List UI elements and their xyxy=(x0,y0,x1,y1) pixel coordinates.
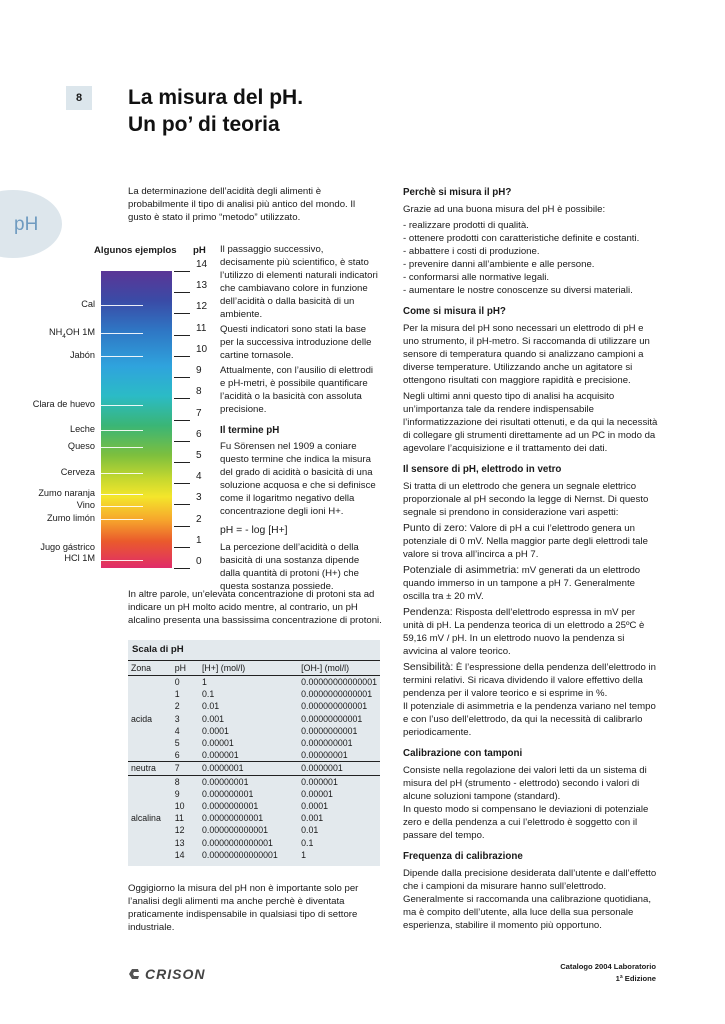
oh-concentration-cell: 0.00001 xyxy=(301,788,333,799)
reasons-list xyxy=(403,219,658,297)
ph-cell: 7 xyxy=(172,762,199,775)
logo-text: CRISON xyxy=(145,966,206,982)
ph-tick-label: 3 xyxy=(196,492,202,504)
ph-tick-label: 2 xyxy=(196,513,202,525)
side-tab-label: pH xyxy=(14,214,39,235)
h-concentration-cell: 0.000001 xyxy=(201,750,239,761)
paragraph xyxy=(403,522,658,561)
ph-tick-mark xyxy=(174,377,190,378)
ph-tick-mark xyxy=(174,526,190,527)
oh-concentration-cell: 0.0000000000001 xyxy=(301,689,373,700)
ph-cell: 13 xyxy=(174,837,185,848)
heading-frequency: Frequenza di calibrazione xyxy=(403,851,523,862)
table-row xyxy=(128,737,380,749)
sorensen-text: Fu Sörensen nel 1909 a coniare questo termine che indica la misura del grado di acidità o basicità di una soluzione acquosa e che si definisce come il logaritmo negativo della concentrazione degli ioni H+. xyxy=(220,441,376,517)
table-row xyxy=(128,824,380,836)
example-marker-line xyxy=(101,506,143,507)
def-asymmetry: mV generati da un elettrodo quando immerso in un tampone a pH 7. Generalmente oscilla tra ± 20 mV. xyxy=(403,565,641,602)
example-label: $NH_4OH$ 1M xyxy=(49,326,95,340)
ph-tick-mark xyxy=(174,462,190,463)
h-concentration-cell: 0.0000000000001 xyxy=(201,837,273,848)
scale-table-title: Scala di pH xyxy=(132,644,184,655)
example-label: Queso xyxy=(67,441,95,452)
ph-color-bar xyxy=(101,271,172,568)
ph-tick-mark xyxy=(174,271,190,272)
ph-tick-mark xyxy=(174,441,190,442)
ph-cell: 14 xyxy=(174,849,185,860)
table-row xyxy=(128,788,380,800)
example-marker-line xyxy=(101,305,143,306)
oh-concentration-cell: 0.0001 xyxy=(301,801,329,812)
h-concentration-cell: 0.01 xyxy=(201,701,220,712)
zone-cell xyxy=(128,788,172,800)
paragraph: Per la misura del pH sono necessari un elettrodo di pH e uno strumento, il pH-metro. Si raccomanda di utilizzare un sensore di temperatura quando si analizzano campioni a diverse temperature. Utilizzando anche un agitatore si ottengono risultati con maggiore rapidità e precisione. xyxy=(403,323,650,386)
paragraph xyxy=(403,564,658,603)
example-label: Zumo limón xyxy=(47,513,95,524)
list-item: - ottenere prodotti con caratteristiche definite e costanti. xyxy=(403,233,640,244)
paragraph: Questi indicatori sono stati la base per la successiva introduzione delle cartine tornasole. xyxy=(220,324,372,361)
paragraph: Il potenziale di asimmetria e la pendenza variano nel tempo e con l’uso dell’elettrodo, da qui la necessità di calibrarlo periodicamente. xyxy=(403,701,656,738)
ph-tick-mark xyxy=(174,292,190,293)
crison-logo xyxy=(127,965,205,983)
column-header: [H+] (mol/l) xyxy=(199,661,298,676)
oh-concentration-cell: 0.000000001 xyxy=(301,738,353,749)
ph-tick-mark xyxy=(174,420,190,421)
list-item: - conformarsi alle normative legali. xyxy=(403,272,550,283)
example-marker-line xyxy=(101,560,143,561)
table-row xyxy=(128,800,380,812)
ph-tick-label: 8 xyxy=(196,386,202,398)
paragraph: Consiste nella regolazione dei valori letti da un sistema di misura del pH (strumento - elettrodo) secondo i valori di alcune soluzioni tampone (standard). xyxy=(403,765,647,802)
ph-tick-mark xyxy=(174,398,190,399)
table-row xyxy=(128,700,380,712)
ph-tick-label: 13 xyxy=(196,280,208,292)
table-row xyxy=(128,713,380,725)
ph-tick-label: 14 xyxy=(196,259,208,270)
chart-header-ph: pH xyxy=(193,245,206,256)
oh-concentration-cell: 0.01 xyxy=(301,825,319,836)
column-header: [OH-] (mol/l) xyxy=(298,661,380,676)
term-zero: Punto di zero: xyxy=(403,523,468,534)
ph-tick-label: 10 xyxy=(196,343,208,355)
term-slope: Pendenza: xyxy=(403,607,453,618)
example-marker-line xyxy=(101,447,143,448)
ph-cell: 5 xyxy=(174,738,180,749)
oh-concentration-cell: 0.0000000001 xyxy=(301,725,358,736)
example-label: Leche xyxy=(69,424,95,435)
heading-term-ph: Il termine pH xyxy=(220,425,280,436)
paragraph: In questo modo si compensano le deviazioni di potenziale zero e della pendenza a cui l’elettrodo è soggetto con il passare del tempo. xyxy=(403,804,649,841)
h-concentration-cell: 0.0001 xyxy=(201,725,229,736)
ph-tick-label: 9 xyxy=(196,365,202,377)
heading-how: Come si misura il pH? xyxy=(403,306,506,317)
ph-tick-mark xyxy=(174,547,190,548)
ph-tick-label: 12 xyxy=(196,301,208,313)
ph-cell: 1 xyxy=(174,689,180,700)
h-concentration-cell: 0.000000000001 xyxy=(201,825,269,836)
title-line-2: Un po’ di teoria xyxy=(128,113,280,136)
h-concentration-cell: 0.00000000001 xyxy=(201,813,264,824)
page-number: 8 xyxy=(66,86,92,110)
ph-tick-mark xyxy=(174,483,190,484)
example-marker-line xyxy=(101,333,143,334)
table-row xyxy=(128,812,380,824)
zone-cell xyxy=(128,837,172,849)
zone-cell xyxy=(128,700,172,712)
ph-scale-table xyxy=(128,660,380,861)
list-item: - abbattere i costi di produzione. xyxy=(403,246,540,257)
ph-cell: 3 xyxy=(174,713,180,724)
oh-concentration-cell: 0.00000001 xyxy=(301,750,348,761)
ph-tick-mark xyxy=(174,313,190,314)
list-item: - aumentare le nostre conoscenze su diversi materiali. xyxy=(403,285,633,296)
heading-calibration: Calibrazione con tamponi xyxy=(403,748,523,759)
zone-cell xyxy=(128,737,172,749)
table-row xyxy=(128,725,380,737)
zone-cell xyxy=(128,725,172,737)
example-marker-line xyxy=(101,430,143,431)
zone-cell xyxy=(128,775,172,788)
intro-paragraph: La determinazione dell’acidità degli alimenti è probabilmente il tipo di analisi più antico del mondo. Il gusto è stato il primo “metodo” utilizzato. xyxy=(128,186,356,223)
middle-column xyxy=(220,243,380,595)
zone-cell: neutra xyxy=(128,762,172,775)
oh-concentration-cell: 0.000001 xyxy=(298,775,380,788)
example-marker-line xyxy=(101,473,143,474)
oh-concentration-cell: 0.00000000000001 xyxy=(301,677,377,687)
oh-concentration-cell: 0.000000000001 xyxy=(301,701,368,712)
ph-cell: 2 xyxy=(174,701,180,712)
example-label: Vino xyxy=(76,500,95,511)
paragraph-industrial: Oggigiorno la misura del pH non è importante solo per l’analisi degli alimenti ma anche perchè è diventata praticamente indispensabile in qualsiasi tipo di settore industriale. xyxy=(128,883,359,933)
oh-concentration-cell: 0.0000001 xyxy=(298,762,380,775)
ph-tick-label: 11 xyxy=(196,322,207,334)
ph-cell: 10 xyxy=(174,801,185,812)
ph-cell: 12 xyxy=(174,825,185,836)
chart-header-examples: Algunos ejemplos xyxy=(94,245,177,256)
paragraph: La percezione dell’acidità o della basicità di una sostanza dipende dalla quantità di protoni (H+) che questa sostanza possiede. xyxy=(220,542,360,592)
zone-cell: alcalina xyxy=(131,813,161,824)
title-line-1: La misura del pH. xyxy=(128,86,304,109)
example-label: Zumo naranja xyxy=(38,487,95,498)
example-label: Cerveza xyxy=(60,466,95,477)
example-marker-line xyxy=(101,519,143,520)
table-row xyxy=(128,749,380,762)
ph-tick-label: 5 xyxy=(196,449,202,461)
heading-why: Perchè si misura il pH? xyxy=(403,187,512,198)
term-sensitivity: Sensibilità: xyxy=(403,662,454,673)
crison-logo-icon xyxy=(127,967,141,981)
ph-cell: 0 xyxy=(174,677,180,687)
ph-cell: 9 xyxy=(174,788,180,799)
zone-cell xyxy=(128,749,172,762)
term-asymmetry: Potenziale di asimmetria: xyxy=(403,565,520,576)
ph-tick-mark xyxy=(174,568,190,569)
table-row xyxy=(128,837,380,849)
ph-cell: 6 xyxy=(174,750,180,761)
zone-cell xyxy=(128,688,172,700)
oh-concentration-cell: 0.00000000001 xyxy=(301,713,363,724)
h-concentration-cell: 0.00001 xyxy=(201,738,234,749)
h-concentration-cell: 0.1 xyxy=(201,689,215,700)
def-sensitivity: È l’espressione della pendenza dell’elettrodo in termini relativi. Si ricava dividendo il valore effettivo della pendenza per il valore teorico e si esprime in %. xyxy=(403,662,656,699)
column-header: Zona xyxy=(128,661,172,676)
h-concentration-cell: 0.0000000001 xyxy=(201,801,259,812)
def-slope: Risposta dell’elettrodo espressa in mV per unità di pH. La pendenza teorica di un elettrodo a 25ºC è 59,16 mV / pH. In un elettrodo nuovo la pendenza si avvicina al valore teorico. xyxy=(403,607,645,657)
table-row xyxy=(128,775,380,788)
ph-tick-mark xyxy=(174,356,190,357)
table-row xyxy=(128,688,380,700)
ph-tick-mark xyxy=(174,504,190,505)
footer-catalog: Catalogo 2004 Laboratorio xyxy=(560,962,656,971)
list-item: - realizzare prodotti di qualità. xyxy=(403,220,529,231)
zone-cell xyxy=(128,676,172,689)
zone-cell: acida xyxy=(131,713,153,724)
paragraph: Grazie ad una buona misura del pH è possibile: xyxy=(403,204,606,215)
paragraph xyxy=(403,606,658,658)
ph-tick-label: 7 xyxy=(196,407,202,419)
footer-edition-number: 1ª Edizione xyxy=(615,974,656,983)
table-row xyxy=(128,762,380,775)
example-marker-line xyxy=(101,494,143,495)
table-row xyxy=(128,676,380,689)
ph-cell: 4 xyxy=(174,725,180,736)
paragraph: Si tratta di un elettrodo che genera un segnale elettrico proporzionale al pH secondo la legge di Nernst. Di questo segnale si prendono in considerazione vari aspetti: xyxy=(403,481,649,518)
h-concentration-cell: 0.00000001 xyxy=(199,775,298,788)
paragraph: Il passaggio successivo, decisamente più scientifico, è stato l’utilizzo di elementi naturali indicatori che cambiavano colore in funzione dell’acidità o dalla basicità di un ambiente. xyxy=(220,244,378,320)
h-concentration-cell: 0.00000000000001 xyxy=(201,849,278,860)
table-header-row xyxy=(128,661,380,676)
zone-cell xyxy=(128,800,172,812)
example-marker-line xyxy=(101,405,143,406)
page-title xyxy=(128,84,303,138)
ph-tick-label: 4 xyxy=(196,471,202,483)
example-label: Jabón xyxy=(69,349,95,360)
list-item: - prevenire danni all’ambiente e alle persone. xyxy=(403,259,595,270)
heading-sensor: Il sensore di pH, elettrodo in vetro xyxy=(403,464,562,475)
example-label: Clara de huevo xyxy=(32,398,95,409)
ph-tick-label: 0 xyxy=(196,556,202,567)
oh-concentration-cell: 0.001 xyxy=(301,813,324,824)
ph-cell: 11 xyxy=(174,813,184,824)
paragraph: Attualmente, con l’ausilio di elettrodi e pH-metri, è possibile quantificare l’acidità o la basicità con assoluta precisione. xyxy=(220,365,374,415)
ph-cell: 8 xyxy=(172,775,199,788)
def-zero: Valore di pH a cui l’elettrodo genera un potenziale di 0 mV. Nella maggior parte degli elettrodi tale valore si trova all’incirca a pH 7. xyxy=(403,523,648,560)
h-concentration-cell: 0.0000001 xyxy=(199,762,298,775)
h-concentration-cell: 0.000000001 xyxy=(201,788,254,799)
ph-tick-mark xyxy=(174,335,190,336)
ph-tick-label: 6 xyxy=(196,428,202,440)
paragraph: Dipende dalla precisione desiderata dall’utente e dall’effetto che i campioni da misurare hanno sull’elettrodo. Generalmente si raccomanda una calibrazione quotidiana, ma è compito dell’utente, alla luce della sua personale esperienza, stabilire il momento più opportuno. xyxy=(403,868,657,931)
h-concentration-cell: 0.001 xyxy=(201,713,224,724)
footer-edition xyxy=(540,961,656,985)
paragraph xyxy=(220,440,380,518)
h-concentration-cell: 1 xyxy=(201,677,207,687)
oh-concentration-cell: 1 xyxy=(301,849,307,860)
paragraph-protons: In altre parole, un’elevata concentrazione di protoni sta ad indicare un pH molto acido mentre, al contrario, un pH alcalino presenta una bassissima concentrazione di protoni. xyxy=(128,589,382,626)
zone-cell xyxy=(128,824,172,836)
table-row xyxy=(128,849,380,861)
ph-formula: pH = - log [H+] xyxy=(220,525,288,536)
paragraph: Negli ultimi anni questo tipo di analisi ha acquisito un’importanza tale da rendere indispensabile l’informatizzazione dei risultati ottenuti, e da qui la necessità di collegare gli strumenti direttamente ad un PC in modo da agevolare l’acquisizione e il trattamento dei dati. xyxy=(403,391,658,454)
paragraph xyxy=(403,661,658,700)
example-label: Jugo gástrico HCl 1M xyxy=(40,541,95,563)
column-header: pH xyxy=(172,661,199,676)
oh-concentration-cell: 0.1 xyxy=(301,837,314,848)
right-column xyxy=(403,186,658,935)
zone-cell xyxy=(128,849,172,861)
ph-tick-label: 1 xyxy=(196,534,202,546)
example-marker-line xyxy=(101,356,143,357)
example-label: Cal xyxy=(81,298,95,309)
